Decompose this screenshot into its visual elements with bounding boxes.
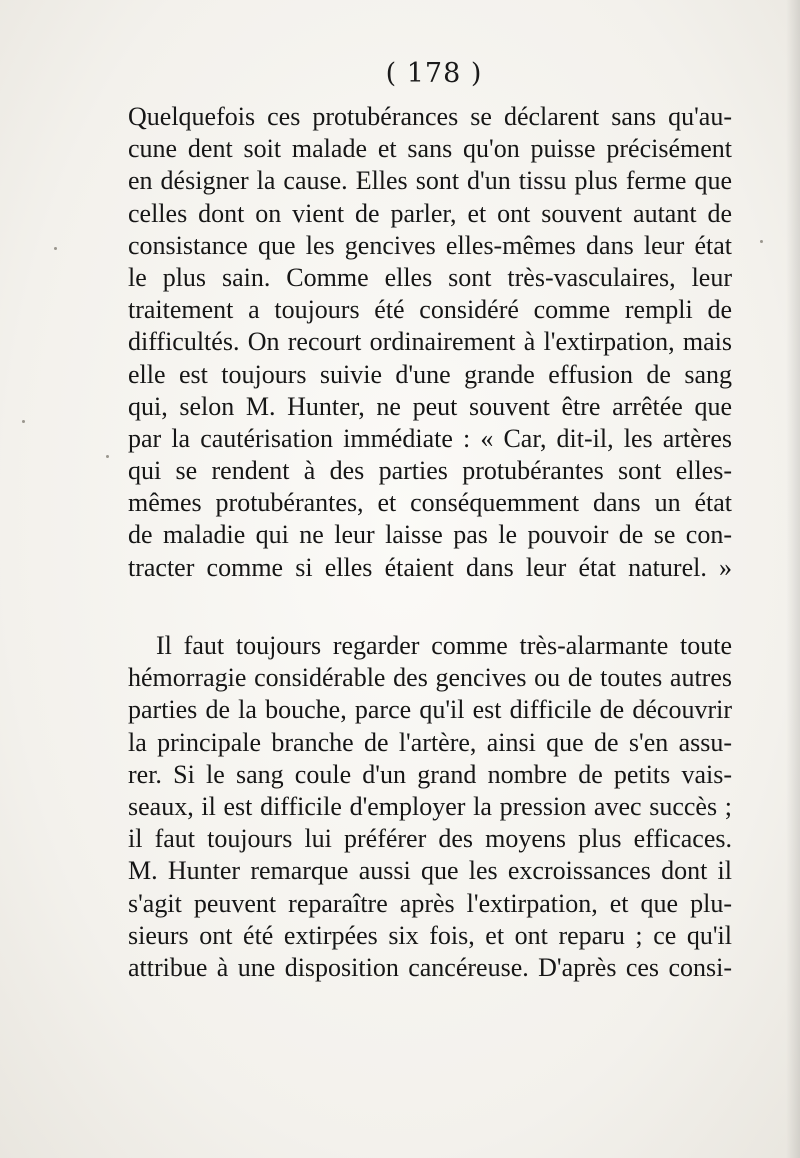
- text-line: traitement a toujours été considéré comme rempli de: [128, 295, 732, 325]
- text-line: qui, selon M. Hunter, ne peut souvent être arrêtée que: [128, 391, 732, 421]
- text-line: attribue à une disposition cancéreuse. D'après ces consi-: [128, 952, 732, 982]
- text-line: sieurs ont été extirpées six fois, et ont reparu ; ce qu'il: [128, 920, 732, 950]
- text-line: tracter comme si elles étaient dans leur état naturel. »: [128, 552, 732, 582]
- text-line: hémorragie considérable des gencives ou de toutes autres: [128, 663, 732, 693]
- paper-speck: [22, 420, 25, 423]
- paragraph-1: [128, 101, 732, 584]
- text-line: le plus sain. Comme elles sont très-vasculaires, leur: [128, 262, 732, 292]
- text-line: s'agit peuvent reparaître après l'extirpation, et que plu-: [128, 888, 732, 918]
- paper-speck: [106, 455, 109, 458]
- paper-speck: [760, 240, 763, 243]
- text-line: il faut toujours lui préférer des moyens plus efficaces.: [128, 824, 732, 854]
- text-line: de maladie qui ne leur laisse pas le pouvoir de se con-: [128, 520, 732, 550]
- text-line: M. Hunter remarque aussi que les excroissances dont il: [128, 856, 732, 886]
- text-line: Quelquefois ces protubérances se déclarent sans qu'au-: [128, 102, 732, 131]
- text-line: celles dont on vient de parler, et ont souvent autant de: [128, 198, 732, 228]
- page-edge-shadow: [786, 0, 800, 1158]
- text-line: la principale branche de l'artère, ainsi que de s'en assu-: [128, 727, 732, 757]
- text-line: consistance que les gencives elles-mêmes dans leur état: [128, 230, 732, 260]
- text-line: parties de la bouche, parce qu'il est difficile de découvrir: [128, 695, 732, 725]
- page-number: ( 178 ): [385, 58, 483, 89]
- paragraph-2: [128, 630, 732, 984]
- text-line: qui se rendent à des parties protubérantes sont elles-: [128, 456, 732, 486]
- text-line: difficultés. On recourt ordinairement à l'extirpation, mais: [128, 327, 732, 357]
- paper-speck: [54, 247, 57, 250]
- text-line: seaux, il est difficile d'employer la pression avec succès ;: [128, 791, 732, 821]
- text-line: cune dent soit malade et sans qu'on puisse précisément: [128, 134, 732, 164]
- text-line: rer. Si le sang coule d'un grand nombre de petits vais-: [128, 759, 732, 789]
- text-line: elle est toujours suivie d'une grande effusion de sang: [128, 359, 732, 389]
- text-line: Il faut toujours regarder comme très-alarmante toute: [156, 631, 732, 660]
- text-line: en désigner la cause. Elles sont d'un tissu plus ferme que: [128, 166, 732, 196]
- text-line: par la cautérisation immédiate : « Car, dit-il, les artères: [128, 423, 732, 453]
- text-line: mêmes protubérantes, et conséquemment dans un état: [128, 488, 732, 518]
